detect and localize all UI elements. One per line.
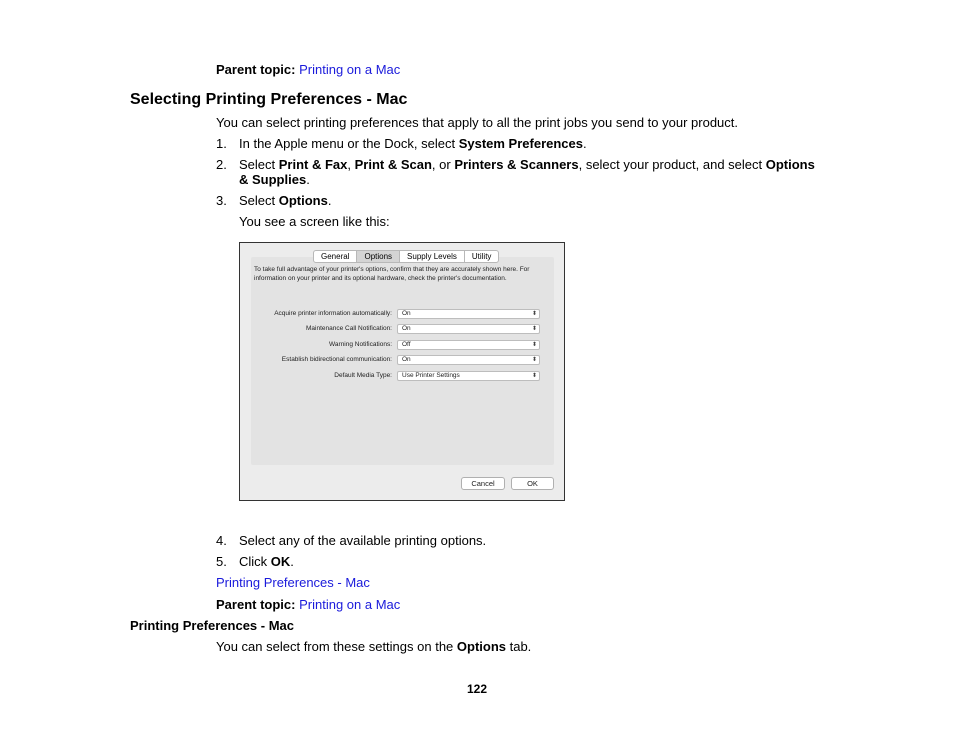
step-emphasis: System Preferences (458, 136, 583, 151)
step-number: 1. (216, 136, 227, 151)
field-row (240, 324, 540, 334)
field-label: Establish bidirectional communication: (281, 356, 392, 363)
field-row (240, 340, 540, 350)
select-value: Off (402, 341, 411, 348)
step-text: , select your product, and select (578, 157, 766, 172)
step-number: 3. (216, 193, 227, 208)
intro-text: You can select printing preferences that apply to all the print jobs you send to your product. (216, 115, 739, 130)
step-punct: . (306, 172, 310, 187)
field-row (240, 371, 540, 381)
options-screenshot (239, 242, 565, 501)
step-text: Select (239, 157, 279, 172)
select-value: On (402, 356, 411, 363)
field-label: Warning Notifications: (329, 341, 392, 348)
chevron-updown-icon: ⬍ (531, 342, 537, 348)
tab-options[interactable]: Options (357, 251, 400, 262)
step-punct: . (583, 136, 587, 151)
step-2-cont (239, 172, 310, 188)
step-punct: . (327, 193, 332, 208)
tab-general[interactable]: General (314, 251, 357, 262)
step-3-sub: You see a screen like this: (239, 214, 390, 229)
step-text: , (347, 157, 355, 172)
related-topic-link[interactable]: Printing Preferences - Mac (216, 575, 370, 590)
step-text: , or (431, 157, 455, 172)
step-text: In the Apple menu or the Dock, select (239, 136, 459, 151)
options-intro-text: To take full advantage of your printer's options, confirm that they are accurately shown here. For information on your printer and its optional hardware, check the printer's documentation. (254, 266, 530, 282)
step-emphasis: Print & Fax (278, 157, 348, 172)
body-text: tab. (506, 639, 532, 654)
step-punct: . (290, 554, 294, 569)
parent-topic (216, 62, 400, 78)
parent-topic (216, 597, 400, 613)
field-label: Maintenance Call Notification: (306, 325, 392, 332)
step-emphasis: Print & Scan (354, 157, 432, 172)
step-emphasis: Printers & Scanners (454, 157, 579, 172)
default-media-select[interactable] (397, 371, 540, 381)
tab-supply-levels[interactable]: Supply Levels (400, 251, 465, 262)
maintenance-call-select[interactable] (397, 324, 540, 334)
select-value: On (402, 325, 411, 332)
step-4 (216, 533, 486, 549)
step-text: Click (239, 554, 271, 569)
step-3 (216, 193, 331, 209)
select-value: Use Printer Settings (402, 372, 460, 379)
step-text: Select any of the available printing options. (239, 533, 487, 548)
page-title: Selecting Printing Preferences - Mac (130, 91, 408, 108)
field-label: Acquire printer information automatically: (274, 310, 392, 317)
field-row (240, 355, 540, 365)
step-emphasis: OK (270, 554, 291, 569)
step-number: 4. (216, 533, 227, 548)
chevron-updown-icon: ⬍ (531, 311, 537, 317)
section-heading: Printing Preferences - Mac (130, 618, 294, 633)
tab-utility[interactable]: Utility (471, 252, 492, 261)
ok-button[interactable]: OK (511, 477, 554, 490)
step-2 (216, 157, 815, 173)
chevron-updown-icon: ⬍ (531, 357, 537, 363)
chevron-updown-icon: ⬍ (531, 373, 537, 379)
tab-bar (313, 250, 499, 263)
field-label: Default Media Type: (334, 372, 392, 379)
cancel-button[interactable]: Cancel (461, 477, 505, 490)
field-row (240, 309, 540, 319)
step-number: 2. (216, 157, 227, 172)
warning-notifications-select[interactable] (397, 340, 540, 350)
step-5 (216, 554, 294, 570)
step-emphasis: Options (765, 157, 815, 172)
body-text: You can select from these settings on the (216, 639, 457, 654)
chevron-updown-icon: ⬍ (531, 326, 537, 332)
parent-topic-label: Parent topic: (216, 62, 296, 77)
step-number: 5. (216, 554, 227, 569)
step-1 (216, 136, 587, 152)
parent-topic-link[interactable]: Printing on a Mac (299, 597, 401, 612)
options-description (216, 639, 531, 655)
body-emphasis: Options (456, 639, 506, 654)
acquire-info-select[interactable] (397, 309, 540, 319)
step-text: Select (239, 193, 279, 208)
select-value: On (402, 310, 411, 317)
parent-topic-label: Parent topic: (216, 597, 296, 612)
bidirectional-select[interactable] (397, 355, 540, 365)
parent-topic-link[interactable]: Printing on a Mac (299, 62, 401, 77)
step-emphasis: & Supplies (239, 172, 307, 187)
page-number: 122 (466, 682, 488, 696)
step-emphasis: Options (278, 193, 328, 208)
